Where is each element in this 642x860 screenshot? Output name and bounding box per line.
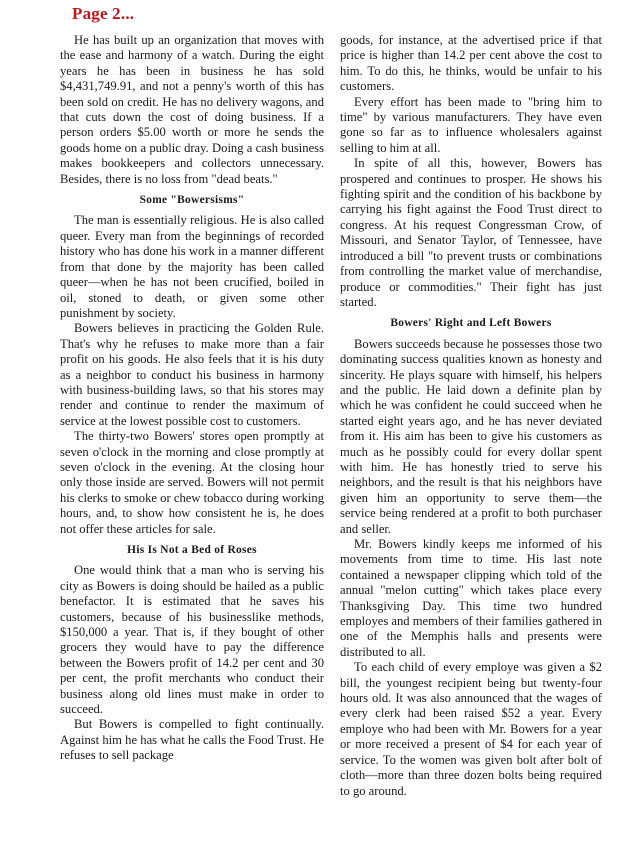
paragraph: Bowers succeeds because he possesses those two dominating success qualities known as honesty and sincerity. He plays square with himself, his helpers and the public. He laid down a definite plan by which he was confident he could succeed when he started eight years ago, and he has never deviated from it. His aim has been to give his customers as much as he possibly could for every dollar spent with him. He has honestly tried to serve his neighbors, and the result is that his neighbors have given him an opportunity to serve them—the service being rendered at a profit to both purchaser and seller. bbox=[340, 336, 602, 536]
paragraph: Mr. Bowers kindly keeps me informed of his movements from time to time. His last note contained a newspaper clipping which told of the annual "melon cutting" which takes place every Thanksgiving Day. This time two hundred employes and members of their families gathered in one of the Memphis halls and presents were distributed to all. bbox=[340, 537, 602, 659]
paragraph: He has built up an organization that moves with the ease and harmony of a watch. During the eight years he has been in business he has sold $4,431,749.91, and not a penny's worth of this has been sold on credit. He has no delivery wagons, and that cuts down the cost of doing business. If a person orders $5.00 worth or more he sends the goods home on a public dray. Doing a cash business makes bookkeepers and collectors unnecessary. Besides, there is no loss from "dead beats." bbox=[60, 33, 324, 186]
section-heading: Some "Bowersisms" bbox=[139, 194, 245, 207]
paragraph: Bowers believes in practicing the Golden Rule. That's why he refuses to make more than a fair profit on his goods. He also feels that it is his duty as a neighbor to conduct his business in harmony with business-building laws, so that his stores may render and continue to render the maximum of service at the lowest possible cost to customers. bbox=[60, 321, 324, 428]
paragraph: Every effort has been made to "bring him to time" by various manufacturers. They have even gone so far as to influence wholesalers against selling to him at all. bbox=[340, 94, 602, 155]
paragraph: But Bowers is compelled to fight continually. Against him he has what he calls the Food Trust. He refuses to sell package bbox=[60, 717, 324, 763]
section-heading: His Is Not a Bed of Roses bbox=[127, 544, 257, 556]
section-heading: Bowers' Right and Left Bowers bbox=[390, 317, 552, 330]
right-column bbox=[340, 33, 602, 799]
paragraph: To each child of every employe was given a $2 bill, the youngest recipient being but twenty-four hours old. It was also announced that the wages of every clerk had been raised $52 a year. Every employe who had been with Mr. Bowers for a year or more received a present of $4 for each year of service. To the women was given bolt after bolt of cloth—more than three dozen bolts being required to go around. bbox=[340, 660, 602, 798]
paragraph: In spite of all this, however, Bowers has prospered and continues to prosper. He shows his fighting spirit and the condition of his backbone by carrying his fight against the Food Trust direct to congress. At his request Congressman Crow, of Missouri, and Senator Taylor, of Tennessee, have introduced a bill "to prevent trusts or combinations from controlling the market value of merchandise, produce or commodities." Their fight has just started. bbox=[340, 156, 602, 309]
paragraph: The man is essentially religious. He is also called queer. Every man from the beginnings of recorded history who has done his work in a manner different from that done by the majority has been called queer—when he has not been crucified, boiled in oil, stoned to death, or given some other punishment by society. bbox=[60, 213, 324, 320]
page-label: Page 2... bbox=[72, 4, 135, 23]
left-column bbox=[60, 33, 324, 764]
paragraph: The thirty-two Bowers' stores open promptly at seven o'clock in the morning and close promptly at seven o'clock in the evening. At the closing hour only those inside are served. Bowers will not permit his clerks to smoke or chew tobacco during working hours, and, to show how consistent he is, he does not offer these articles for sale. bbox=[60, 429, 324, 536]
paragraph: One would think that a man who is serving his city as Bowers is doing should be hailed as a public benefactor. It is estimated that he saves his customers, because of his businesslike methods, $150,000 a year. That is, if they bought of other grocers they would have to pay the difference between the Bowers profit of 14.2 per cent and 30 per cent, the profit merchants who conduct their business along old lines must make in order to succeed. bbox=[60, 563, 324, 717]
paragraph: goods, for instance, at the advertised price if that price is higher than 14.2 per cent above the cost to him. To do this, he thinks, would be unfair to his customers. bbox=[340, 33, 602, 94]
